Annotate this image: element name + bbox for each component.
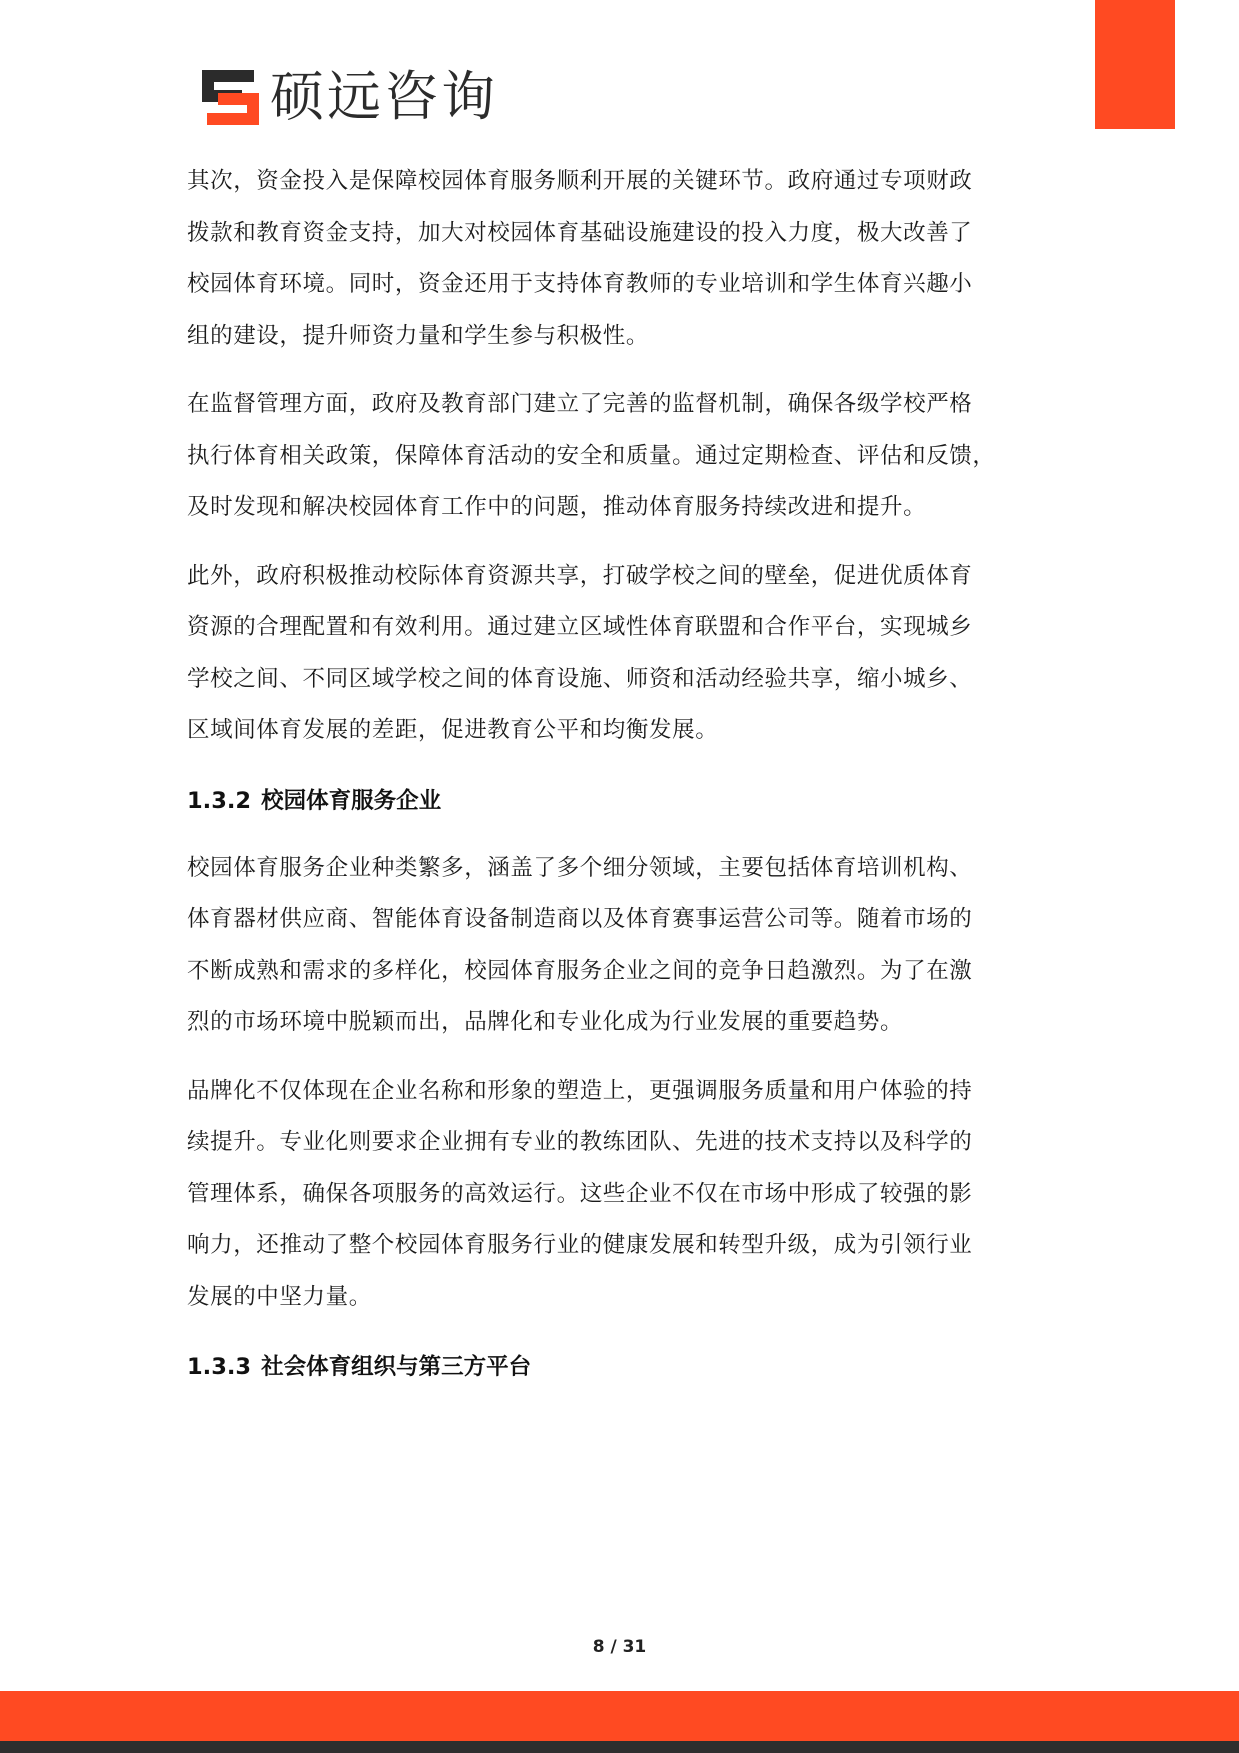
text-line: 区域间体育发展的差距，促进教育公平和均衡发展。 bbox=[187, 717, 719, 743]
section-title: 社会体育组织与第三方平台 bbox=[261, 1354, 532, 1380]
footer-dark-strip bbox=[0, 1741, 1239, 1753]
corner-accent-tab bbox=[1095, 0, 1175, 129]
text-line: 发展的中坚力量。 bbox=[187, 1283, 372, 1310]
page-number: 8 / 31 bbox=[592, 1637, 647, 1657]
paragraph bbox=[187, 379, 1047, 534]
text-line: 执行体育相关政策，保障体育活动的安全和质量。通过定期检查、评估和反馈， bbox=[187, 442, 996, 469]
section-heading-1-3-2 bbox=[187, 774, 1047, 828]
section-heading-1-3-3 bbox=[187, 1340, 1047, 1394]
logo-mark-icon bbox=[202, 70, 259, 125]
text-line: 不断成熟和需求的多样化，校园体育服务企业之间的竞争日趋激烈。为了在激 bbox=[187, 957, 973, 984]
logo-text: 硕远咨询 bbox=[270, 65, 498, 128]
text-line: 拨款和教育资金支持，加大对校园体育基础设施建设的投入力度，极大改善了 bbox=[187, 219, 973, 246]
document-body bbox=[187, 156, 1047, 1409]
text-line: 学校之间、不同区域学校之间的体育设施、师资和活动经验共享，缩小城乡、 bbox=[187, 665, 973, 692]
section-number: 1.3.3 bbox=[187, 1354, 252, 1380]
paragraph bbox=[187, 843, 1047, 1049]
text-line: 资源的合理配置和有效利用。通过建立区域性体育联盟和合作平台，实现城乡 bbox=[187, 614, 973, 640]
text-line: 体育器材供应商、智能体育设备制造商以及体育赛事运营公司等。随着市场的 bbox=[187, 906, 973, 932]
brand-logo bbox=[202, 66, 498, 128]
text-line: 续提升。专业化则要求企业拥有专业的教练团队、先进的技术支持以及科学的 bbox=[187, 1129, 973, 1155]
text-line: 品牌化不仅体现在企业名称和形象的塑造上，更强调服务质量和用户体验的持 bbox=[187, 1077, 973, 1104]
text-line: 响力，还推动了整个校园体育服务行业的健康发展和转型升级，成为引领行业 bbox=[187, 1232, 973, 1258]
text-line: 在监督管理方面，政府及教育部门建立了完善的监督机制，确保各级学校严格 bbox=[187, 391, 973, 417]
paragraph bbox=[187, 551, 1047, 757]
text-line: 组的建设，提升师资力量和学生参与积极性。 bbox=[187, 322, 650, 349]
text-line: 其次，资金投入是保障校园体育服务顺利开展的关键环节。政府通过专项财政 bbox=[187, 168, 973, 194]
paragraph bbox=[187, 156, 1047, 362]
section-number: 1.3.2 bbox=[187, 787, 252, 814]
paragraph bbox=[187, 1066, 1047, 1324]
section-title: 校园体育服务企业 bbox=[261, 787, 442, 814]
text-line: 烈的市场环境中脱颖而出，品牌化和专业化成为行业发展的重要趋势。 bbox=[187, 1009, 904, 1035]
text-line: 及时发现和解决校园体育工作中的问题，推动体育服务持续改进和提升。 bbox=[187, 494, 927, 520]
footer-accent-bar bbox=[0, 1691, 1239, 1741]
text-line: 校园体育服务企业种类繁多，涵盖了多个细分领域，主要包括体育培训机构、 bbox=[187, 854, 973, 881]
text-line: 管理体系，确保各项服务的高效运行。这些企业不仅在市场中形成了较强的影 bbox=[187, 1180, 973, 1207]
text-line: 校园体育环境。同时，资金还用于支持体育教师的专业培训和学生体育兴趣小 bbox=[187, 271, 973, 297]
text-line: 此外，政府积极推动校际体育资源共享，打破学校之间的壁垒，促进优质体育 bbox=[187, 562, 973, 589]
